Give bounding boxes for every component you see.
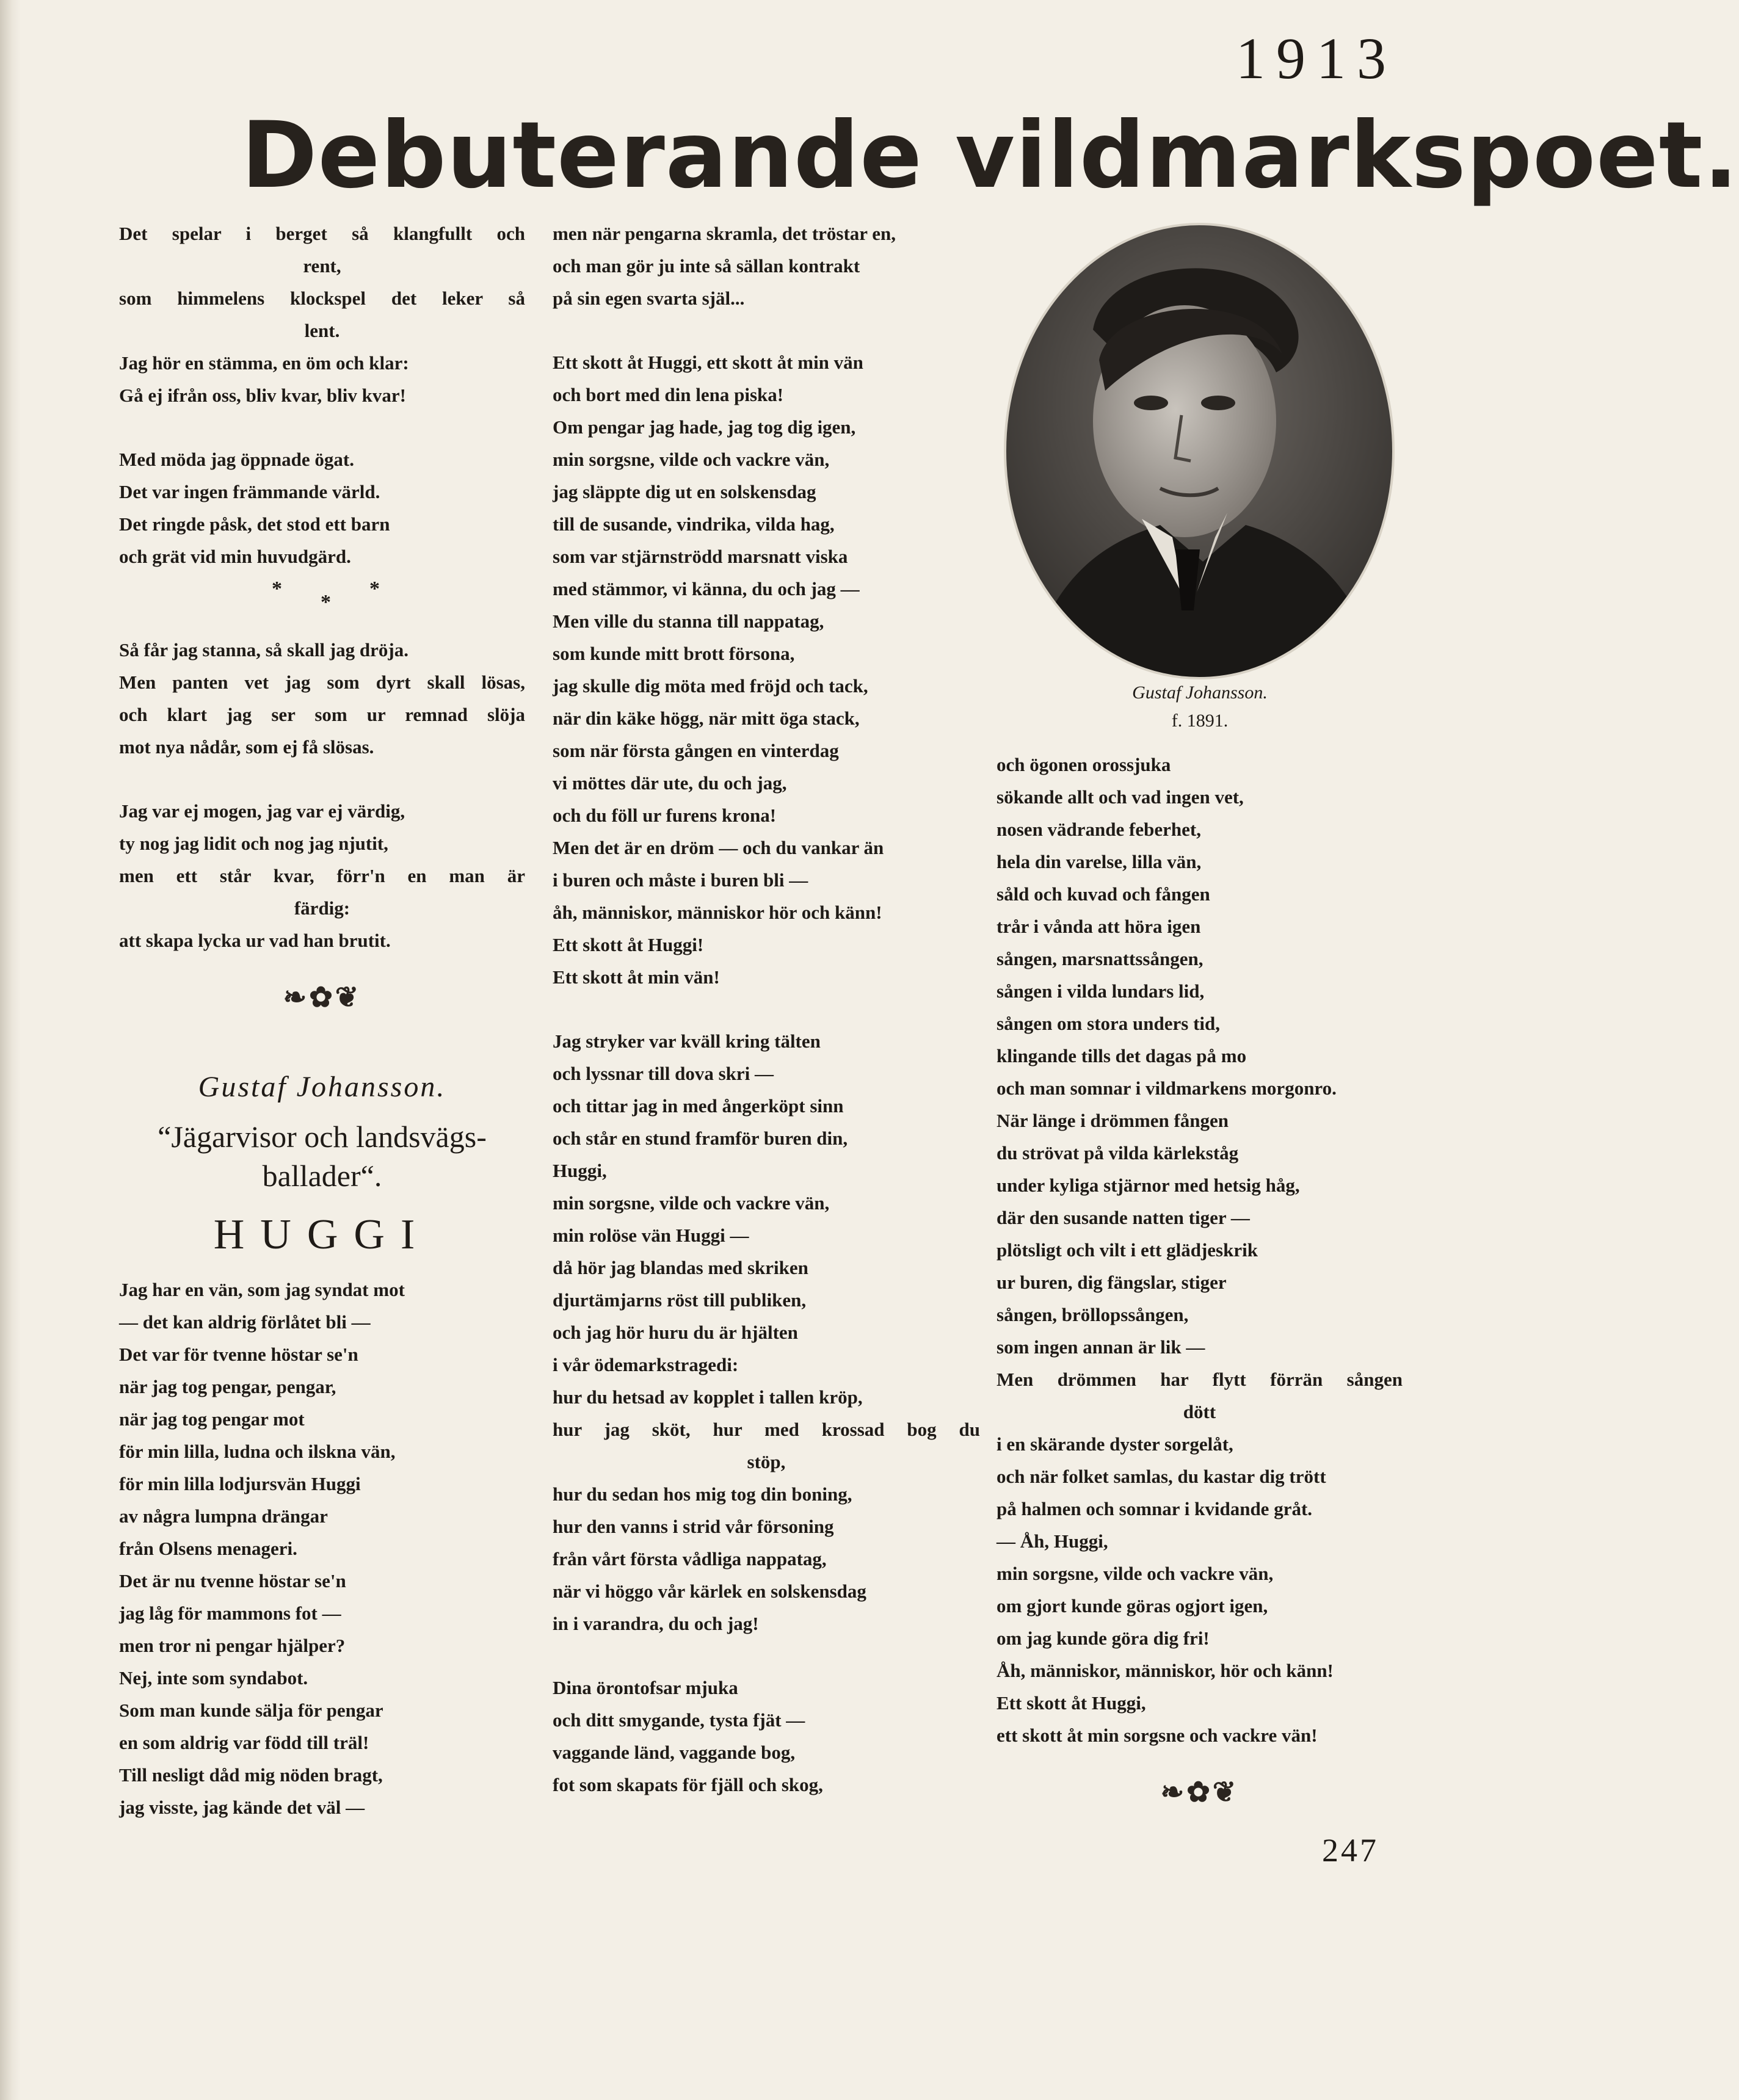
- verse-line: jag låg för mammons fot —: [119, 1602, 341, 1624]
- column-right: [997, 748, 1403, 1808]
- verse-line: Nej, inte som syndabot.: [119, 1667, 308, 1689]
- verse-line: åh, människor, människor hör och känn!: [553, 902, 882, 923]
- asterism-star: *: [272, 578, 282, 600]
- caption-birth-year: f. 1891.: [1171, 711, 1229, 731]
- verse-line: Det var ingen främmande värld.: [119, 481, 380, 502]
- verse-line: hur du hetsad av kopplet i tallen kröp,: [553, 1386, 863, 1408]
- verse-line: Men ville du stanna till nappatag,: [553, 610, 824, 632]
- verse-line: plötsligt och vilt i ett glädjeskrik: [997, 1239, 1258, 1261]
- verse-line: dött: [1183, 1401, 1216, 1422]
- intro-poem-part2: [119, 634, 525, 957]
- verse-line: ett skott åt min sorgsne och vackre vän!: [997, 1725, 1318, 1746]
- verse-line: Ett skott åt Huggi!: [553, 934, 704, 955]
- verse-line: vi möttes där ute, du och jag,: [553, 772, 787, 794]
- verse-line: och ögonen orossjuka: [997, 754, 1171, 775]
- verse-line: Det var för tvenne höstar se'n: [119, 1344, 358, 1365]
- verse-line: om gjort kunde göras ogjort igen,: [997, 1595, 1268, 1617]
- verse-line: nosen vädrande feberhet,: [997, 819, 1201, 840]
- poem-huggi-part3: [997, 748, 1403, 1751]
- verse-line: Som man kunde sälja för pengar: [119, 1700, 383, 1721]
- verse-line: med stämmor, vi känna, du och jag —: [553, 578, 860, 599]
- verse-line: sången, bröllopssången,: [997, 1304, 1189, 1325]
- caption-name: Gustaf Johansson.: [1132, 682, 1268, 703]
- poem-title: HUGGI: [213, 1211, 431, 1258]
- verse-line: Jag hör en stämma, en öm och klar:: [119, 352, 409, 374]
- page-number: 247: [1322, 1832, 1379, 1869]
- page-title: Debuterande vildmarkspoet.: [241, 103, 1739, 209]
- verse-line: När länge i drömmen fången: [997, 1110, 1229, 1131]
- book-gutter: [0, 0, 21, 2100]
- verse-line: från Olsens menageri.: [119, 1538, 297, 1559]
- verse-line: Ett skott åt Huggi, ett skott åt min vän: [553, 352, 863, 373]
- verse-line: jag visste, jag kände det väl —: [119, 1797, 365, 1818]
- verse-line: Om pengar jag hade, jag tog dig igen,: [553, 416, 856, 438]
- stanza-gap: [553, 314, 980, 346]
- verse-line: på halmen och somnar i kvidande gråt.: [997, 1498, 1313, 1519]
- verse-line: och bort med din lena piska!: [553, 384, 784, 405]
- verse-line: i buren och måste i buren bli —: [553, 869, 808, 891]
- verse-line: och står en stund framför buren din,: [553, 1128, 848, 1149]
- stanza-gap: [119, 763, 525, 795]
- stanza-gap: [119, 411, 525, 443]
- verse-line: men tror ni pengar hjälper?: [119, 1635, 346, 1656]
- verse-line: vaggande länd, vaggande bog,: [553, 1742, 796, 1763]
- stanza-gap: [553, 993, 980, 1025]
- verse-line: in i varandra, du och jag!: [553, 1613, 759, 1634]
- verse-line: att skapa lycka ur vad han brutit.: [119, 930, 391, 951]
- stanza-gap: [553, 1640, 980, 1671]
- verse-line: då hör jag blandas med skriken: [553, 1257, 808, 1278]
- verse-line: som ingen annan är lik —: [997, 1336, 1205, 1358]
- verse-line: och jag hör huru du är hjälten: [553, 1322, 798, 1343]
- portrait-photo: [1001, 220, 1398, 684]
- verse-line: och klart jag ser som ur remnad slöja: [119, 704, 525, 725]
- verse-line: du strövat på vilda kärlekståg: [997, 1142, 1239, 1164]
- verse-line: och man somnar i vildmarkens morgonro.: [997, 1077, 1337, 1099]
- verse-line: från vårt första vådliga nappatag,: [553, 1548, 827, 1570]
- verse-line: färdig:: [294, 897, 350, 919]
- verse-line: Ett skott åt min vän!: [553, 966, 720, 988]
- verse-line: Med möda jag öppnade ögat.: [119, 449, 354, 470]
- verse-line: Ett skott åt Huggi,: [997, 1692, 1146, 1714]
- poem-huggi-part2: [553, 217, 980, 1801]
- asterism: [119, 573, 525, 634]
- verse-line: av några lumpna drängar: [119, 1505, 328, 1527]
- portrait-caption: [1001, 679, 1398, 735]
- verse-line: fot som skapats för fjäll och skog,: [553, 1774, 823, 1795]
- verse-line: Huggi,: [553, 1160, 607, 1181]
- verse-line: och när folket samlas, du kastar dig trött: [997, 1466, 1326, 1487]
- verse-line: hela din varelse, lilla vän,: [997, 851, 1202, 872]
- verse-line: sången i vilda lundars lid,: [997, 980, 1205, 1002]
- verse-line: i vår ödemarkstragedi:: [553, 1354, 739, 1375]
- verse-line: när jag tog pengar, pengar,: [119, 1376, 336, 1397]
- verse-line: Så får jag stanna, så skall jag dröja.: [119, 639, 408, 661]
- verse-line: trår i vånda att höra igen: [997, 916, 1201, 937]
- verse-line: och man gör ju inte så sällan kontrakt: [553, 255, 860, 277]
- verse-line: min sorgsne, vilde och vackre vän,: [553, 449, 830, 470]
- verse-line: när jag tog pengar mot: [119, 1408, 305, 1430]
- verse-line: Det är nu tvenne höstar se'n: [119, 1570, 346, 1591]
- verse-line: djurtämjarns röst till publiken,: [553, 1289, 807, 1311]
- verse-line: — det kan aldrig förlåtet bli —: [119, 1311, 371, 1333]
- verse-line: Det spelar i berget så klangfullt och: [119, 223, 525, 244]
- verse-line: Men det är en dröm — och du vankar än: [553, 837, 884, 858]
- verse-line: som var stjärnströdd marsnatt viska: [553, 546, 848, 567]
- verse-line: Gå ej ifrån oss, bliv kvar, bliv kvar!: [119, 385, 406, 406]
- verse-line: när din käke högg, när mitt öga stack,: [553, 708, 860, 729]
- verse-line: lent.: [304, 320, 340, 341]
- asterism-star: *: [321, 591, 331, 614]
- column-left: [119, 217, 525, 1823]
- verse-line: och ditt smygande, tysta fjät —: [553, 1709, 805, 1731]
- asterism-star: *: [369, 578, 380, 600]
- verse-line: rent,: [303, 255, 341, 277]
- verse-line: Jag har en vän, som jag syndat mot: [119, 1279, 405, 1300]
- verse-line: Jag var ej mogen, jag var ej värdig,: [119, 800, 405, 822]
- verse-line: när vi höggo vår kärlek en solskensdag: [553, 1580, 866, 1602]
- verse-line: min rolöse vän Huggi —: [553, 1225, 749, 1246]
- verse-line: stöp,: [747, 1451, 786, 1472]
- verse-line: sökande allt och vad ingen vet,: [997, 786, 1244, 808]
- verse-line: där den susande natten tiger —: [997, 1207, 1250, 1228]
- verse-line: för min lilla lodjursvän Huggi: [119, 1473, 361, 1494]
- verse-line: Jag stryker var kväll kring tälten: [553, 1030, 821, 1052]
- verse-line: hur den vanns i strid vår försoning: [553, 1516, 834, 1537]
- verse-line: Åh, människor, människor, hör och känn!: [997, 1660, 1334, 1681]
- verse-line: jag släppte dig ut en solskensdag: [553, 481, 816, 502]
- verse-line: Till nesligt dåd mig nöden bragt,: [119, 1764, 383, 1786]
- verse-line: min sorgsne, vilde och vackre vän,: [553, 1192, 830, 1214]
- verse-line: ur buren, dig fängslar, stiger: [997, 1272, 1227, 1293]
- verse-line: som kunde mitt brott försona,: [553, 643, 795, 664]
- poem-huggi-part1: [119, 1273, 525, 1823]
- column-middle: [553, 217, 980, 1801]
- verse-line: Men drömmen har flytt förrän sången: [997, 1369, 1403, 1390]
- ornament-divider: ❧✿❦: [283, 982, 361, 1013]
- verse-line: till de susande, vindrika, vilda hag,: [553, 513, 835, 535]
- verse-line: Dina örontofsar mjuka: [553, 1677, 738, 1698]
- verse-line: ty nog jag lidit och nog jag njutit,: [119, 833, 388, 854]
- ornament-divider-end: ❧✿❦: [1160, 1776, 1239, 1808]
- verse-line: en som aldrig var född till träl!: [119, 1732, 369, 1753]
- verse-line: jag skulle dig möta med fröjd och tack,: [553, 675, 868, 697]
- verse-line: och lyssnar till dova skri —: [553, 1063, 774, 1084]
- verse-line: Det ringde påsk, det stod ett barn: [119, 513, 390, 535]
- verse-line: som himmelens klockspel det leker så: [119, 288, 525, 309]
- verse-line: i en skärande dyster sorgelåt,: [997, 1433, 1233, 1455]
- verse-line: klingande tills det dagas på mo: [997, 1045, 1247, 1066]
- verse-line: men när pengarna skramla, det tröstar en,: [553, 223, 896, 244]
- verse-line: min sorgsne, vilde och vackre vän,: [997, 1563, 1274, 1584]
- verse-line: hur du sedan hos mig tog din boning,: [553, 1483, 852, 1505]
- portrait-image: [1001, 220, 1397, 682]
- verse-line: såld och kuvad och fången: [997, 883, 1210, 905]
- book-title-line2: ballader“.: [262, 1159, 382, 1193]
- year-heading: 1913: [1236, 26, 1397, 91]
- verse-line: på sin egen svarta själ...: [553, 288, 745, 309]
- intro-poem-part1: [119, 217, 525, 573]
- verse-line: sången om stora unders tid,: [997, 1013, 1221, 1034]
- verse-line: och grät vid min huvudgärd.: [119, 546, 351, 567]
- verse-line: för min lilla, ludna och ilskna vän,: [119, 1441, 396, 1462]
- verse-line: — Åh, Huggi,: [997, 1530, 1108, 1552]
- verse-line: och tittar jag in med ångerköpt sinn: [553, 1095, 844, 1117]
- verse-line: mot nya nådår, som ej få slösas.: [119, 736, 374, 758]
- verse-line: om jag kunde göra dig fri!: [997, 1628, 1210, 1649]
- verse-line: sången, marsnattssången,: [997, 948, 1204, 969]
- book-title-line1: “Jägarvisor och landsvägs-: [158, 1120, 487, 1154]
- verse-line: men ett står kvar, förr'n en man är: [119, 865, 525, 886]
- verse-line: hur jag sköt, hur med krossad bog du: [553, 1419, 980, 1440]
- verse-line: och du föll ur furens krona!: [553, 805, 777, 826]
- verse-line: som när första gången en vinterdag: [553, 740, 839, 761]
- verse-line: under kyliga stjärnor med hetsig håg,: [997, 1175, 1300, 1196]
- verse-line: Men panten vet jag som dyrt skall lösas,: [119, 672, 525, 693]
- author-name: Gustaf Johansson.: [198, 1071, 446, 1103]
